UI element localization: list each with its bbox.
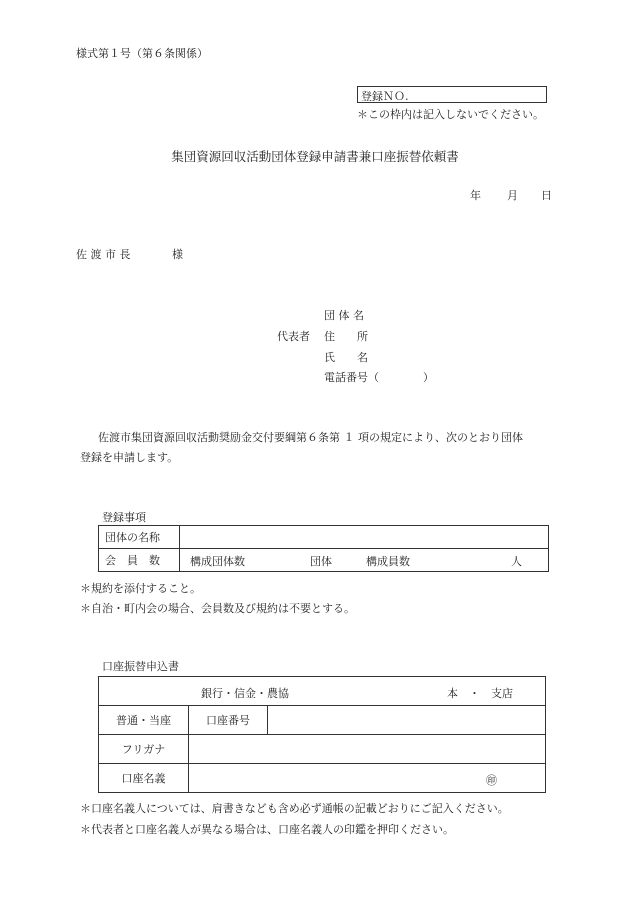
table-row (99, 735, 546, 764)
registration-number-box (357, 86, 547, 103)
address-label: 住 所 (324, 330, 368, 343)
representative-label: 代表者 (277, 330, 310, 343)
account-note-2: ＊代表者と口座名義人が異なる場合は、口座名義人の印鑑を押印ください。 (80, 823, 454, 836)
members-cell: 会 員 数 (99, 549, 180, 572)
account-number-label: 口座番号 (189, 706, 268, 735)
form-number: 様式第１号（第６条関係） (76, 47, 208, 60)
member-count-label: 構成員数 (366, 555, 410, 568)
branch-label: 本 ・ 支店 (447, 687, 513, 700)
member-count-unit: 人 (511, 555, 522, 568)
date-year: 年 (470, 189, 481, 202)
account-type-cell[interactable]: 普通・当座 (99, 706, 189, 735)
seal-mark: ㊞ (486, 774, 497, 787)
account-section-label: 口座振替申込書 (102, 660, 179, 673)
date-month: 月 (507, 189, 518, 202)
registration-box-note: ＊この枠内は記入しないでください。 (357, 108, 544, 121)
date-day: 日 (541, 189, 552, 202)
table-row (99, 549, 549, 572)
org-count-label: 構成団体数 (190, 555, 245, 568)
furigana-label: フリガナ (99, 735, 189, 764)
table-row (99, 706, 546, 735)
account-note-1: ＊口座名義人については、肩書きなども含め必ず通帳の記載どおりにご記入ください。 (80, 802, 509, 815)
org-count-unit: 団体 (310, 555, 332, 568)
holder-label: 口座名義 (99, 764, 189, 793)
org-name-input[interactable] (180, 526, 549, 549)
account-number-input[interactable] (268, 706, 546, 735)
registration-table (98, 525, 549, 572)
registration-note-2: ＊自治・町内会の場合、会員数及び規約は不要とする。 (80, 602, 355, 615)
table-row (99, 764, 546, 793)
registration-number-label: 登録ＮＯ. (361, 90, 409, 103)
page-title: 集団資源回収活動団体登録申請書兼口座振替依頼書 (171, 149, 459, 164)
addressee-honorific: 様 (172, 248, 183, 261)
table-row (99, 526, 549, 549)
addressee-name: 佐 渡 市 長 (76, 248, 131, 261)
members-input[interactable] (180, 549, 549, 572)
bank-row[interactable] (99, 677, 546, 706)
furigana-input[interactable] (189, 735, 546, 764)
phone-label: 電話番号（ ） (324, 371, 434, 384)
registration-section-label: 登録事項 (102, 511, 146, 524)
registration-note-1: ＊規約を添付すること。 (80, 582, 201, 595)
org-name-cell: 団体の名称 (99, 526, 180, 549)
table-row (99, 677, 546, 706)
name-label: 氏 名 (324, 351, 368, 364)
body-text-line2: 登録を申請します。 (80, 451, 179, 464)
holder-input[interactable] (189, 764, 546, 793)
org-name-label: 団 体 名 (324, 309, 364, 322)
account-table (98, 676, 546, 793)
bank-type-label: 銀行・信金・農協 (201, 687, 289, 700)
body-text-line1: 佐渡市集団資源回収活動奨励金交付要綱第６条第 １ 項の規定により、次のとおり団体 (98, 431, 523, 444)
